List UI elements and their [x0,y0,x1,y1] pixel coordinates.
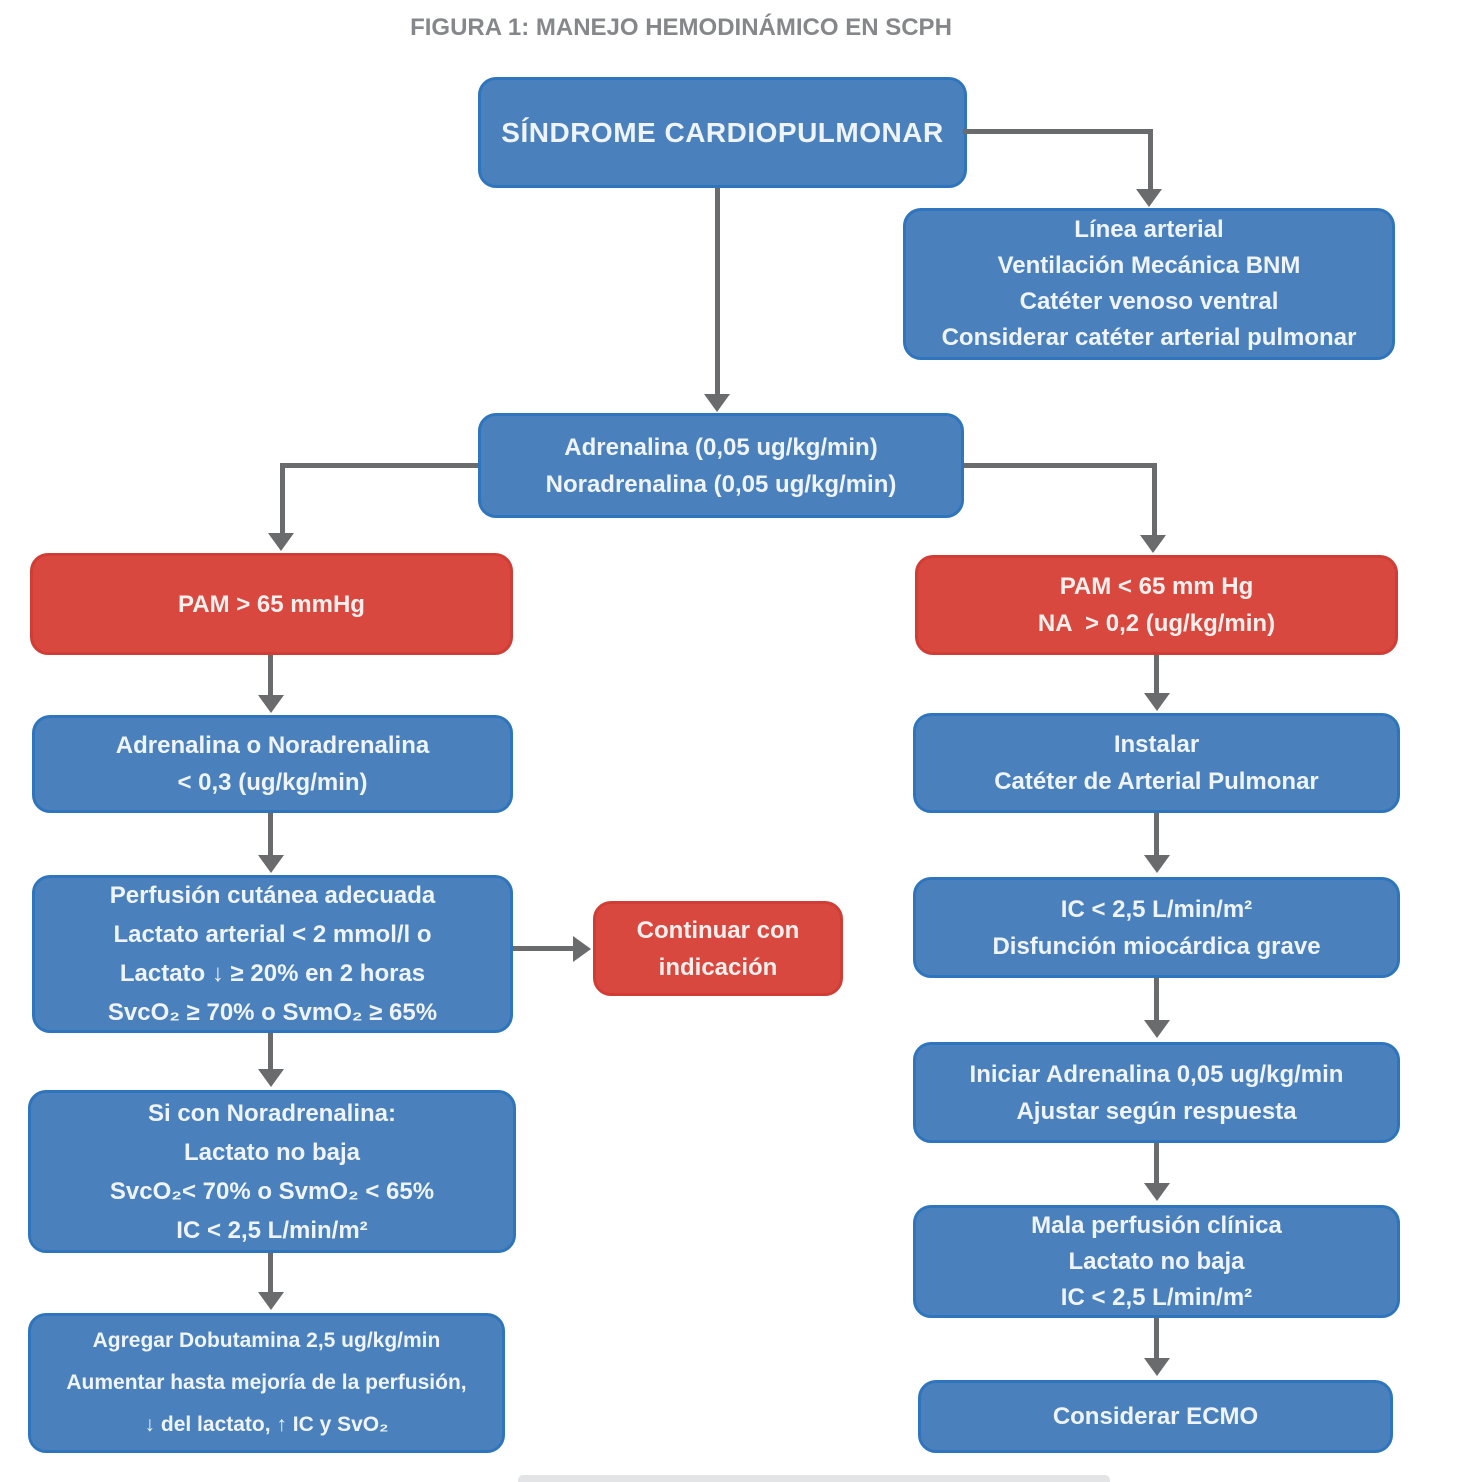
node-text: Ventilación Mecánica BNM [997,252,1301,279]
node-pam-menor-65 [915,555,1398,655]
connector-instalar-to-ic-bajo [1154,813,1159,857]
connector-perfusion-to-continuar [513,946,573,951]
node-text: Catéter venoso ventral [1019,288,1279,315]
node-text: PAM < 65 mm Hg [1059,573,1254,600]
node-text: Lactato no baja [1068,1247,1245,1275]
arrow-down-icon [1144,693,1170,711]
connector-adrenalina-baja-to-perfusion [268,813,273,857]
arrow-down-icon [258,695,284,713]
node-text: Si con Noradrenalina: [147,1099,397,1127]
arrow-down-icon [1144,855,1170,873]
arrow-down-icon [258,855,284,873]
node-agregar-dobutamina [28,1313,505,1453]
node-iniciar-adrenalina [913,1042,1400,1143]
node-considerar-ecmo [918,1380,1393,1453]
node-text: Lactato no baja [183,1138,361,1166]
arrow-down-icon [704,394,730,412]
arrow-down-icon [1140,535,1166,553]
node-text: Iniciar Adrenalina 0,05 ug/kg/min [969,1060,1344,1088]
connector-pam-baja-to-instalar [1154,655,1159,695]
node-si-con-noradrenalina [28,1090,516,1253]
connector-mala-perfusion-to-ecmo [1154,1318,1159,1360]
node-text: IC < 2,5 L/min/m² [176,1216,368,1244]
node-text: ↓ del lactato, ↑ IC y SvO₂ [144,1413,389,1436]
node-ic-bajo-disfuncion [913,877,1400,978]
connector-drogas-to-pam-baja [964,463,1157,468]
node-text: Mala perfusión clínica [1031,1211,1282,1239]
arrow-down-icon [1144,1358,1170,1376]
node-text: Lactato arterial < 2 mmol/l o [113,921,432,948]
node-text: < 0,3 (ug/kg/min) [177,769,368,796]
node-text: Catéter de Arterial Pulmonar [994,768,1319,795]
node-text: PAM > 65 mmHg [178,590,365,618]
node-text: NA > 0,2 (ug/kg/min) [1037,610,1276,637]
connector-sindrome-to-preparacion [963,129,1153,134]
connector-pam-alta-to-adrenalina-baja [268,655,273,697]
node-text: Noradrenalina (0,05 ug/kg/min) [545,470,897,498]
node-mala-perfusion [913,1205,1400,1318]
node-text: Disfunción miocárdica grave [992,932,1321,960]
connector-drogas-to-pam-alta [280,463,285,535]
node-text: Línea arterial [1074,216,1224,243]
node-text: Adrenalina o Noradrenalina [115,732,430,759]
connector-si-noradrenalina-to-dobutamina [268,1253,273,1294]
cutoff-element-bottom [518,1475,1110,1482]
node-text: Instalar [1113,731,1200,758]
node-adrenalina-baja [32,715,513,813]
node-text: Ajustar según respuesta [1016,1097,1297,1125]
connector-iniciar-to-mala-perfusion [1154,1143,1159,1185]
node-continuar-indicacion [593,901,843,996]
arrow-down-icon [258,1069,284,1087]
connector-sindrome-to-preparacion [1148,129,1153,191]
connector-perfusion-to-si-noradrenalina [268,1033,273,1071]
node-sindrome-cardiopulmonar [478,77,967,188]
node-pam-mayor-65 [30,553,513,655]
node-text: SÍNDROME CARDIOPULMONAR [501,117,944,148]
node-preparacion-monitoreo [903,208,1395,360]
arrow-down-icon [1144,1020,1170,1038]
node-instalar-cateter [913,713,1400,813]
node-text: Considerar catéter arterial pulmonar [941,324,1357,351]
connector-ic-bajo-to-iniciar [1154,978,1159,1022]
node-text: Lactato ↓ ≥ 20% en 2 horas [119,960,426,987]
arrow-down-icon [1136,189,1162,207]
node-text: IC < 2,5 L/min/m² [1060,895,1253,923]
figure-title: FIGURA 1: MANEJO HEMODINÁMICO EN SCPH [410,14,952,41]
node-text: Continuar con [636,916,800,944]
connector-sindrome-to-drogas [715,188,720,395]
node-perfusion-adecuada [32,875,513,1033]
node-text: Perfusión cutánea adecuada [109,882,436,909]
connector-drogas-to-pam-alta [280,463,478,468]
node-text: indicación [658,953,778,981]
node-text: IC < 2,5 L/min/m² [1060,1283,1253,1311]
arrow-down-icon [1144,1183,1170,1201]
node-text: Adrenalina (0,05 ug/kg/min) [564,433,878,461]
node-drogas-iniciales [478,413,964,518]
node-text: Aumentar hasta mejoría de la perfusión, [66,1371,467,1394]
node-text: SvcO₂< 70% o SvmO₂ < 65% [109,1177,435,1205]
node-text: SvcO₂ ≥ 70% o SvmO₂ ≥ 65% [107,999,438,1026]
arrow-right-icon [573,936,591,962]
arrow-down-icon [268,533,294,551]
connector-drogas-to-pam-baja [1152,463,1157,537]
arrow-down-icon [258,1292,284,1310]
node-text: Considerar ECMO [1052,1403,1259,1430]
node-text: Agregar Dobutamina 2,5 ug/kg/min [92,1329,441,1352]
